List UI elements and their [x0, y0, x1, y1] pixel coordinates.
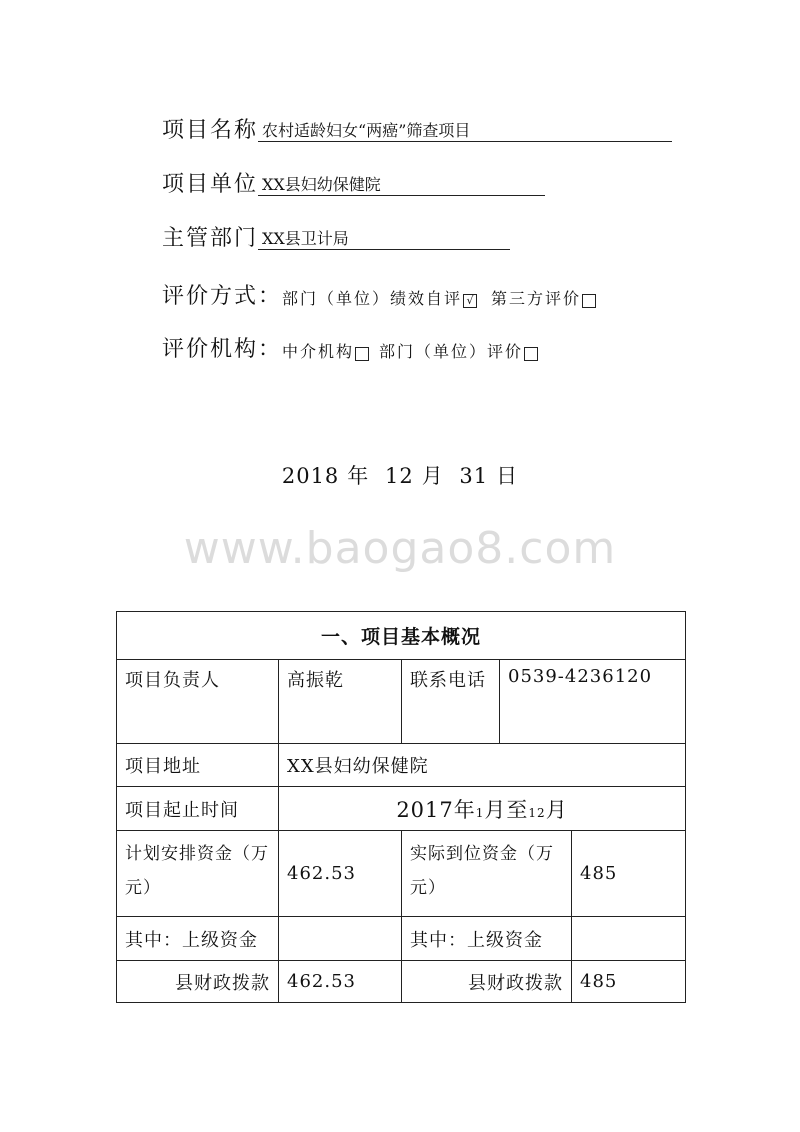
phone-value: 0539-4236120: [500, 660, 686, 744]
dept-value: XX县卫计局: [258, 230, 510, 250]
checked-box-icon: √: [463, 294, 477, 308]
period-label: 项目起止时间: [117, 787, 279, 831]
empty-checkbox-icon: [582, 294, 596, 308]
project-overview-table: [116, 611, 686, 1003]
eval-org-label: 评价机构：: [162, 337, 283, 362]
period-value: [279, 787, 686, 831]
leader-label: 项目负责人: [117, 660, 279, 744]
planned-funds-value: 462.53: [279, 831, 402, 917]
actual-funds-value: 485: [572, 831, 686, 917]
table-title: 一、项目基本概况: [117, 612, 686, 660]
eval-org-option-dept: 部门（单位）评价: [379, 341, 524, 361]
address-value: XX县妇幼保健院: [279, 744, 686, 787]
period-month-unit-1: 月至: [484, 797, 529, 822]
period-end-month: 12: [528, 805, 546, 820]
project-name-label: 项目名称: [162, 118, 259, 143]
leader-value: 高振乾: [279, 660, 402, 744]
date-year-unit: 年: [347, 464, 370, 488]
project-unit-value: XX县妇幼保健院: [258, 176, 545, 196]
empty-checkbox-icon: [355, 347, 369, 361]
eval-org-option-agency: 中介机构: [282, 341, 355, 361]
date-year: 2018: [281, 464, 340, 488]
upper-funds-label-right: 其中：上级资金: [402, 917, 572, 961]
phone-label: 联系电话: [402, 660, 500, 744]
eval-method-row: [162, 286, 596, 308]
upper-funds-label-left: 其中：上级资金: [117, 917, 279, 961]
period-start-month: 1: [475, 805, 485, 820]
dept-row: [162, 228, 510, 250]
project-name-value: 农村适龄妇女“两癌”筛查项目: [258, 122, 672, 142]
eval-method-option-third: 第三方评价: [491, 288, 582, 308]
county-funds-value-right: 485: [572, 961, 686, 1003]
county-funds-label-left: 县财政拨款: [117, 961, 279, 1003]
date-month: 12: [384, 464, 414, 488]
date-day-unit: 日: [496, 464, 519, 488]
project-unit-row: [162, 174, 545, 196]
upper-funds-value-right: [572, 917, 686, 961]
planned-funds-label: 计划安排资金（万元）: [117, 831, 279, 917]
period-month-unit-2: 月: [545, 797, 568, 822]
actual-funds-label: 实际到位资金（万元）: [402, 831, 572, 917]
date-month-unit: 月: [421, 464, 444, 488]
period-year: 2017: [396, 797, 454, 822]
eval-method-label: 评价方式：: [162, 284, 283, 309]
period-year-unit: 年: [453, 797, 476, 822]
report-date: [0, 460, 800, 490]
project-name-row: [162, 120, 672, 142]
eval-org-row: [162, 339, 538, 361]
eval-method-option-self: 部门（单位）绩效自评: [282, 288, 463, 308]
upper-funds-value-left: [279, 917, 402, 961]
county-funds-value-left: 462.53: [279, 961, 402, 1003]
watermark: www.baogao8.com: [183, 523, 617, 574]
address-label: 项目地址: [117, 744, 279, 787]
dept-label: 主管部门: [162, 226, 259, 251]
empty-checkbox-icon: [524, 347, 538, 361]
county-funds-label-right: 县财政拨款: [402, 961, 572, 1003]
project-unit-label: 项目单位: [162, 172, 259, 197]
date-day: 31: [459, 464, 489, 488]
